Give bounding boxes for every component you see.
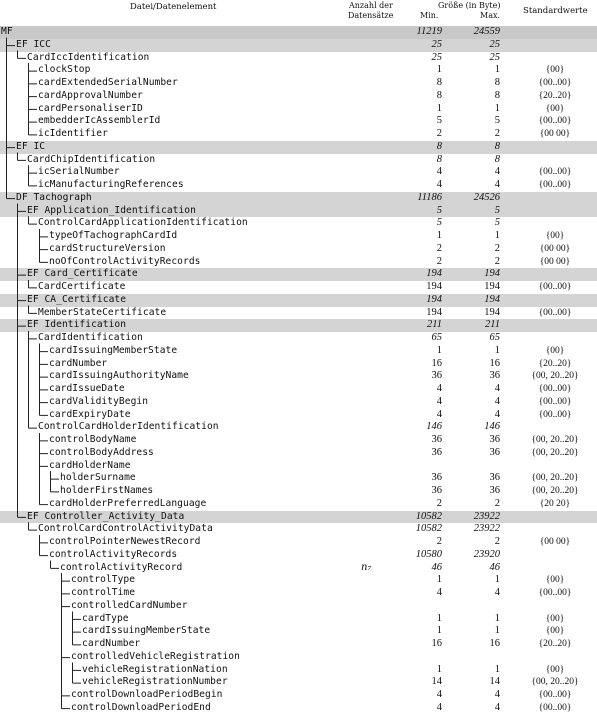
- table-row: [0, 52, 597, 65]
- element-name: icIdentifier: [38, 128, 108, 139]
- size-max: 36: [489, 434, 500, 445]
- default-value: {20..20}: [538, 358, 572, 369]
- element-name: controlBodyName: [49, 434, 137, 445]
- table-row: [0, 434, 597, 447]
- table-row: [0, 664, 597, 677]
- element-name: controlledCardNumber: [71, 599, 188, 611]
- default-value: {00, 20..20}: [531, 435, 579, 445]
- table-row: [0, 319, 597, 332]
- element-name: controlActivityRecord: [60, 561, 183, 573]
- size-max: 1: [494, 102, 500, 114]
- size-max: 4: [494, 383, 500, 394]
- size-min: 1: [436, 230, 442, 241]
- size-max: 194: [484, 268, 500, 280]
- element-name: EF Application_Identification: [27, 204, 196, 216]
- header-count-line1: Anzahl der: [349, 1, 393, 10]
- header-count-line2: Datensätze: [348, 11, 394, 20]
- table-header: [0, 0, 597, 26]
- table-row: [0, 562, 597, 575]
- default-value: {20 20}: [539, 498, 571, 509]
- table-row: [0, 676, 597, 689]
- size-min: 1: [436, 102, 442, 114]
- size-max: 25: [489, 38, 500, 50]
- table-row: [0, 383, 597, 396]
- size-max: 194: [484, 281, 500, 292]
- size-min: 1: [436, 64, 442, 76]
- table-row: [0, 511, 597, 524]
- size-max: 23922: [473, 510, 500, 522]
- element-name: cardHolderPreferredLanguage: [49, 497, 207, 509]
- element-name: controlBodyAddress: [49, 446, 154, 458]
- default-value: {00, 20..20}: [531, 677, 579, 688]
- size-min: 1: [436, 625, 442, 637]
- size-min: 211: [427, 319, 442, 331]
- size-min: 11186: [417, 191, 442, 203]
- element-name: embedderIcAssemblerId: [38, 115, 161, 127]
- size-min: 4: [436, 408, 442, 420]
- default-value: {00..00}: [538, 384, 572, 394]
- size-min: 36: [431, 434, 442, 445]
- default-value: {00}: [545, 231, 565, 241]
- table-row: [0, 625, 597, 638]
- table-row: [0, 268, 597, 281]
- default-value: {00}: [545, 575, 565, 586]
- element-name: cardType: [82, 612, 129, 624]
- element-name: CardIdentification: [38, 332, 143, 343]
- table-row: [0, 396, 597, 409]
- size-max: 23922: [473, 523, 500, 535]
- size-min: 36: [431, 485, 442, 496]
- size-max: 2: [494, 242, 500, 254]
- element-name: controlTime: [71, 587, 136, 598]
- size-min: 2: [436, 255, 442, 267]
- size-min: 146: [426, 421, 442, 433]
- size-max: 25: [489, 51, 500, 63]
- element-name: cardApprovalNumber: [38, 89, 143, 101]
- table-row: [0, 217, 597, 230]
- table-row: [0, 294, 597, 307]
- size-max: 4: [494, 395, 500, 407]
- element-name: EF Identification: [27, 319, 127, 331]
- element-name: noOfControlActivityRecords: [49, 255, 201, 267]
- table-row: [0, 307, 597, 320]
- element-name: clockStop: [38, 64, 91, 76]
- size-max: 2: [494, 536, 500, 547]
- size-min: 2: [436, 497, 442, 509]
- size-min: 4: [436, 701, 442, 712]
- size-max: 23920: [473, 548, 500, 560]
- size-max: 1: [494, 64, 500, 76]
- element-name: controlPointerNewestRecord: [49, 536, 201, 547]
- default-value: {00..00}: [538, 180, 572, 190]
- size-min: 16: [431, 357, 442, 369]
- size-max: 4: [494, 408, 500, 420]
- size-max: 4: [494, 701, 500, 712]
- element-name: cardHolderName: [49, 459, 131, 471]
- element-name: EF CA_Certificate: [27, 293, 127, 305]
- default-value: {00 00}: [539, 256, 571, 267]
- size-min: 5: [436, 115, 442, 127]
- default-value: {00, 20..20}: [531, 473, 579, 484]
- element-name: ControlCardControlActivityData: [38, 523, 213, 535]
- table-row: [0, 574, 597, 587]
- default-value: {00 00}: [539, 129, 571, 139]
- element-name: controlDownloadPeriodBegin: [71, 689, 223, 700]
- size-min: 5: [436, 217, 442, 229]
- table-row: [0, 77, 597, 90]
- element-name: holderFirstNames: [60, 485, 154, 496]
- size-max: 5: [494, 204, 500, 216]
- size-min: 4: [436, 587, 442, 598]
- size-min: 36: [431, 472, 442, 484]
- element-name: cardStructureVersion: [49, 242, 166, 254]
- size-max: 4: [494, 587, 500, 598]
- size-min: 1: [436, 612, 442, 624]
- size-min: 4: [436, 179, 442, 190]
- table-row: [0, 281, 597, 294]
- element-name: controlledVehicleRegistration: [71, 650, 240, 662]
- default-value: {20..20}: [538, 639, 572, 649]
- size-max: 1: [494, 625, 500, 637]
- table-row: [0, 370, 597, 383]
- default-value: {00..00}: [538, 307, 572, 318]
- size-min: 65: [431, 332, 442, 343]
- size-max: 194: [484, 293, 500, 305]
- table-row: [0, 421, 597, 434]
- table-row: [0, 179, 597, 192]
- element-name: cardNumber: [82, 638, 141, 649]
- size-min: 16: [431, 638, 442, 649]
- size-min: 10582: [415, 523, 442, 535]
- table-row: [0, 103, 597, 116]
- size-max: 211: [485, 319, 500, 331]
- element-name: cardPersonaliserID: [38, 102, 143, 114]
- element-name: icSerialNumber: [38, 166, 120, 178]
- element-name: controlDownloadPeriodEnd: [71, 701, 211, 712]
- table-row: [0, 332, 597, 345]
- size-min: 194: [426, 281, 442, 292]
- default-value: {00, 20..20}: [531, 371, 579, 382]
- element-name: cardExtendedSerialNumber: [38, 77, 178, 88]
- table-row: [0, 90, 597, 103]
- size-min: 36: [431, 370, 442, 382]
- element-name: cardValidityBegin: [49, 395, 149, 407]
- table-row: [0, 64, 597, 77]
- default-value: {00..00}: [538, 282, 572, 292]
- default-value: {00 00}: [539, 537, 571, 547]
- size-max: 16: [489, 638, 500, 649]
- table-row: [0, 651, 597, 664]
- table-row: [0, 358, 597, 371]
- header-file: Datei/Datenelement: [130, 2, 217, 12]
- size-min: 2: [436, 128, 442, 139]
- table-row: [0, 141, 597, 154]
- table-row: [0, 498, 597, 511]
- table-row: [0, 409, 597, 422]
- size-min: 25: [431, 51, 442, 63]
- size-max: 24526: [473, 191, 500, 203]
- size-max: 46: [489, 561, 500, 573]
- default-value: {00}: [545, 103, 565, 114]
- table-row: [0, 39, 597, 52]
- table-row: [0, 166, 597, 179]
- size-max: 36: [489, 472, 500, 484]
- table-row: [0, 600, 597, 613]
- size-max: 8: [494, 89, 500, 101]
- element-name: CardCertificate: [38, 281, 126, 292]
- size-min: 46: [431, 561, 442, 573]
- element-name: cardIssuingMemberState: [49, 344, 178, 356]
- element-name: MemberStateCertificate: [38, 306, 167, 318]
- size-max: 14: [489, 676, 500, 688]
- size-max: 1: [494, 344, 500, 356]
- size-max: 1: [494, 230, 500, 241]
- size-min: 2: [436, 536, 442, 547]
- default-value: {00..00}: [538, 167, 572, 178]
- header-min: Min.: [420, 11, 439, 20]
- element-name: cardIssueDate: [49, 383, 125, 394]
- default-value: {00..00}: [538, 409, 572, 420]
- default-value: {00..00}: [538, 116, 572, 127]
- table-row: [0, 192, 597, 205]
- default-value: {00..00}: [538, 702, 572, 712]
- size-min: 194: [426, 306, 442, 318]
- size-min: 2: [436, 242, 442, 254]
- size-max: 36: [489, 485, 500, 496]
- record-count: n₇: [361, 561, 372, 573]
- table-row: [0, 587, 597, 600]
- size-min: 8: [436, 77, 442, 88]
- element-name: cardIssuingAuthorityName: [49, 370, 189, 382]
- size-max: 4: [494, 179, 500, 190]
- element-name: typeOfTachographCardId: [49, 230, 178, 241]
- size-min: 4: [436, 383, 442, 394]
- table-row: [0, 689, 597, 702]
- size-min: 11219: [416, 26, 442, 37]
- size-max: 2: [494, 497, 500, 509]
- size-max: 5: [494, 217, 500, 229]
- size-max: 36: [489, 446, 500, 458]
- size-min: 4: [436, 689, 442, 700]
- element-name: DF Tachograph: [16, 191, 92, 203]
- size-min: 1: [436, 344, 442, 356]
- element-name: EF ICC: [16, 38, 51, 50]
- size-max: 2: [494, 255, 500, 267]
- size-min: 194: [426, 293, 442, 305]
- element-name: holderSurname: [60, 472, 136, 484]
- size-max: 24559: [473, 26, 500, 37]
- default-value: {00}: [545, 345, 565, 356]
- table-row: [0, 345, 597, 358]
- size-min: 14: [431, 676, 442, 688]
- default-value: {00..00}: [538, 588, 572, 598]
- size-min: 1: [436, 663, 442, 675]
- size-max: 8: [494, 153, 500, 165]
- default-value: {20..20}: [538, 90, 572, 101]
- size-min: 4: [436, 395, 442, 407]
- table-row: [0, 128, 597, 141]
- table-row: [0, 243, 597, 256]
- size-max: 1: [494, 663, 500, 675]
- default-value: {00, 20..20}: [531, 447, 579, 458]
- element-name: cardIssuingMemberState: [82, 625, 211, 637]
- table-row: [0, 613, 597, 626]
- size-min: 1: [436, 574, 442, 586]
- element-name: EF IC: [16, 140, 46, 152]
- size-min: 8: [436, 153, 442, 165]
- table-row: [0, 26, 597, 39]
- default-value: {00..00}: [538, 690, 572, 700]
- table-row: [0, 536, 597, 549]
- size-max: 2: [494, 128, 500, 139]
- size-min: 4: [436, 166, 442, 178]
- size-min: 8: [436, 89, 442, 101]
- table-row: [0, 638, 597, 651]
- element-name: vehicleRegistrationNation: [82, 663, 228, 675]
- table-row: [0, 460, 597, 473]
- table-row: [0, 205, 597, 218]
- default-value: {00, 20..20}: [531, 486, 579, 496]
- element-name: EF Controller_Activity_Data: [27, 510, 185, 522]
- table-row: [0, 115, 597, 128]
- header-max: Max.: [480, 11, 501, 20]
- table-row: [0, 472, 597, 485]
- table-row: [0, 154, 597, 167]
- default-value: {00}: [545, 626, 565, 637]
- table-row: [0, 549, 597, 562]
- element-name: CardIccIdentification: [27, 51, 150, 63]
- size-min: 25: [431, 38, 442, 50]
- table-row: [0, 702, 597, 712]
- element-name: controlType: [71, 574, 136, 586]
- size-max: 4: [494, 166, 500, 178]
- size-max: 5: [494, 115, 500, 127]
- size-min: 10582: [415, 510, 442, 522]
- header-default: Standardwerte: [523, 6, 588, 16]
- table-row: [0, 447, 597, 460]
- size-min: 194: [426, 268, 442, 280]
- size-max: 16: [489, 357, 500, 369]
- table-row: [0, 523, 597, 536]
- size-max: 36: [489, 370, 500, 382]
- size-max: 65: [489, 332, 500, 343]
- element-name: cardNumber: [49, 357, 108, 369]
- default-value: {00}: [545, 65, 565, 76]
- default-value: {00}: [545, 664, 565, 675]
- size-max: 1: [494, 612, 500, 624]
- size-max: 194: [484, 306, 500, 318]
- table-row: [0, 230, 597, 243]
- size-min: 10580: [415, 548, 442, 560]
- table-row: [0, 256, 597, 269]
- default-value: {00..00}: [538, 78, 572, 88]
- default-value: {00..00}: [538, 396, 572, 407]
- element-name: vehicleRegistrationNumber: [82, 676, 228, 688]
- default-value: {00 00}: [539, 243, 571, 254]
- size-max: 4: [494, 689, 500, 700]
- element-name: MF: [1, 26, 13, 37]
- element-name: EF Card_Certificate: [27, 268, 138, 280]
- size-max: 8: [494, 77, 500, 88]
- element-name: ControlCardApplicationIdentification: [38, 217, 248, 229]
- size-max: 146: [484, 421, 500, 433]
- element-name: CardChipIdentification: [27, 153, 156, 165]
- element-name: cardExpiryDate: [49, 408, 131, 420]
- default-value: {00}: [545, 613, 565, 624]
- header-size: Größe (in Byte): [438, 1, 501, 10]
- size-max: 1: [494, 574, 500, 586]
- size-min: 5: [436, 204, 442, 216]
- size-max: 8: [494, 140, 500, 152]
- size-min: 8: [436, 140, 442, 152]
- element-name: controlActivityRecords: [49, 548, 178, 560]
- element-name: ControlCardHolderIdentification: [38, 421, 219, 433]
- table-row: [0, 485, 597, 498]
- element-name: icManufacturingReferences: [38, 179, 184, 190]
- size-min: 36: [431, 446, 442, 458]
